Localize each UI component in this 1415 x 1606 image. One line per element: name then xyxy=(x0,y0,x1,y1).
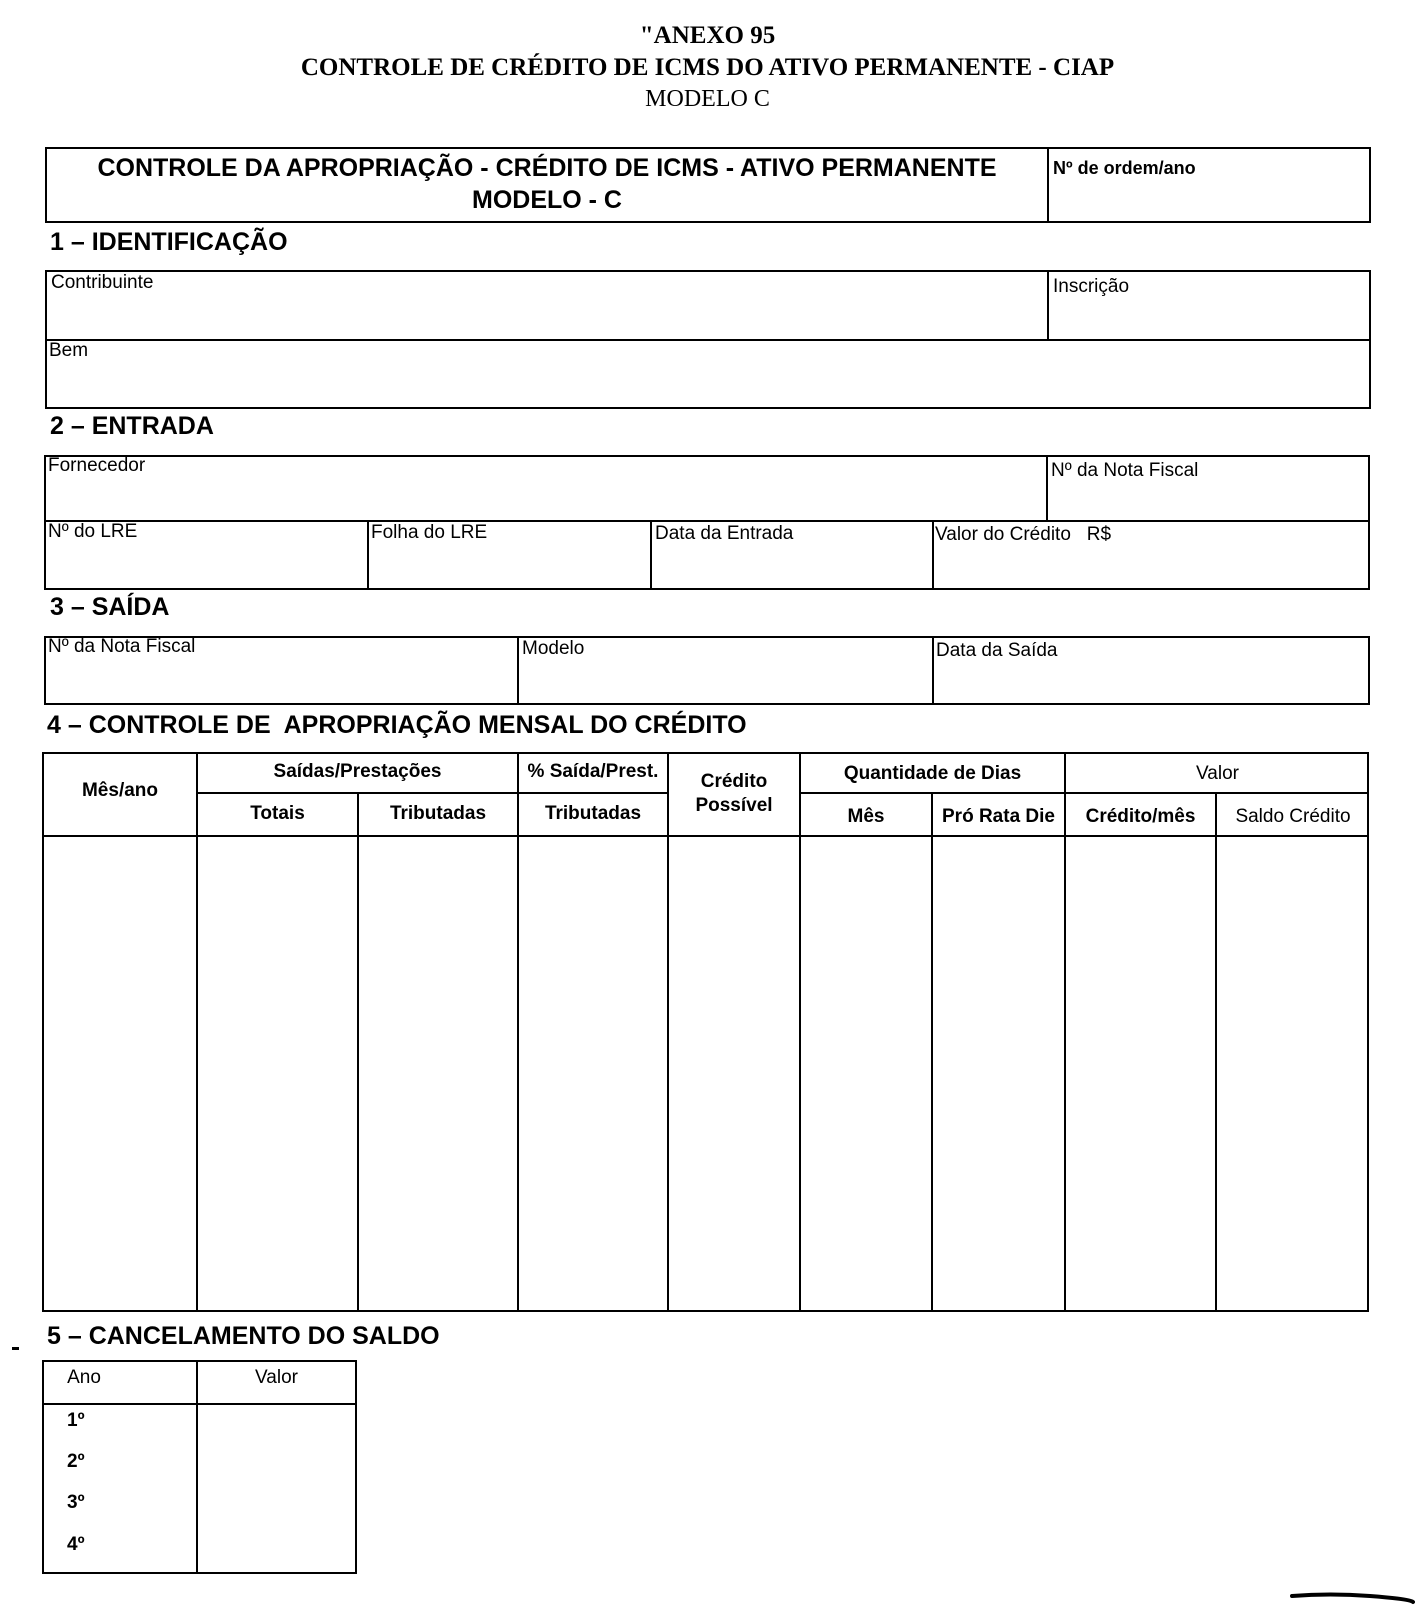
cancelamento-header-line xyxy=(42,1403,357,1405)
section-saida-title: 3 – SAÍDA xyxy=(50,593,170,621)
col-ano: Ano xyxy=(67,1367,101,1388)
data-saida-field[interactable]: Data da Saída xyxy=(936,640,1058,661)
col-pct-saida: % Saída/Prest. xyxy=(527,761,659,782)
entrada-divider xyxy=(44,520,1370,522)
margin-mark xyxy=(12,1347,19,1350)
ano-row-3: 3º xyxy=(67,1492,85,1513)
entrada-col-divider-4 xyxy=(932,520,934,590)
saida-box xyxy=(44,636,1370,705)
table-col-line xyxy=(1215,793,1217,1312)
control-box-title: CONTROLE DA APROPRIAÇÃO - CRÉDITO DE ICMS - ATIVO PERMANENTE xyxy=(97,154,997,182)
col-valor: Valor xyxy=(1196,763,1239,784)
annex-heading: "ANEXO 95 xyxy=(639,22,776,49)
col-mes-ano: Mês/ano xyxy=(81,780,159,801)
control-box-model: MODELO - C xyxy=(472,186,622,214)
data-entrada-field[interactable]: Data da Entrada xyxy=(655,523,794,544)
document-title: CONTROLE DE CRÉDITO DE ICMS DO ATIVO PERMANENTE - CIAP xyxy=(300,54,1115,81)
entrada-col-divider-1 xyxy=(1046,455,1048,521)
col-mes: Mês xyxy=(847,806,885,827)
n-lre-field[interactable]: Nº do LRE xyxy=(48,521,138,542)
col-tributadas: Tributadas xyxy=(389,803,487,824)
section-apropriacao-title: 4 – CONTROLE DE APROPRIAÇÃO MENSAL DO CRÉDITO xyxy=(47,711,747,739)
fornecedor-field[interactable]: Fornecedor xyxy=(48,455,146,476)
entrada-nota-fiscal-field[interactable]: Nº da Nota Fiscal xyxy=(1051,460,1199,481)
col-possivel: Possível xyxy=(695,795,773,816)
inscricao-field[interactable]: Inscrição xyxy=(1053,276,1130,297)
ano-row-1: 1º xyxy=(67,1410,85,1431)
folha-lre-field[interactable]: Folha do LRE xyxy=(371,522,488,543)
section-entrada-title: 2 – ENTRADA xyxy=(50,412,214,440)
table-subheader-line xyxy=(196,792,667,794)
ano-row-4: 4º xyxy=(67,1534,85,1555)
col-pro-rata: Pró Rata Die xyxy=(942,806,1055,827)
col-saldo-credito: Saldo Crédito xyxy=(1235,806,1351,827)
section-identificacao-title: 1 – IDENTIFICAÇÃO xyxy=(50,228,288,256)
table-header-bottom xyxy=(42,835,1369,837)
model-subtitle: MODELO C xyxy=(645,86,770,112)
section-cancelamento-title: 5 – CANCELAMENTO DO SALDO xyxy=(47,1322,440,1350)
saida-col-divider-1 xyxy=(517,636,519,705)
table-col-line xyxy=(357,793,359,1312)
pen-stroke-mark xyxy=(1290,1590,1415,1606)
cancelamento-col-line xyxy=(196,1360,198,1574)
bem-field[interactable]: Bem xyxy=(49,340,89,361)
order-number-field[interactable]: Nº de ordem/ano xyxy=(1053,158,1196,178)
entrada-col-divider-2 xyxy=(367,520,369,590)
col-pct-tributadas: Tributadas xyxy=(544,803,642,824)
valor-credito-field[interactable]: Valor do Crédito R$ xyxy=(935,524,1112,545)
col-credito: Crédito xyxy=(700,771,768,792)
table-col-line xyxy=(931,793,933,1312)
identificacao-col-divider xyxy=(1047,270,1049,340)
contribuinte-field[interactable]: Contribuinte xyxy=(51,272,154,293)
col-cancel-valor: Valor xyxy=(255,1367,298,1388)
col-totais: Totais xyxy=(250,803,305,824)
col-quantidade-dias: Quantidade de Dias xyxy=(843,763,1022,784)
ano-row-2: 2º xyxy=(67,1451,85,1472)
modelo-field[interactable]: Modelo xyxy=(522,638,585,659)
control-box-divider xyxy=(1047,147,1049,223)
saida-col-divider-2 xyxy=(932,636,934,705)
table-subheader-line xyxy=(799,792,1369,794)
cancelamento-table xyxy=(42,1360,357,1574)
identificacao-divider xyxy=(45,339,1371,341)
saida-nota-fiscal-field[interactable]: Nº da Nota Fiscal xyxy=(48,636,196,657)
entrada-col-divider-3 xyxy=(650,520,652,590)
col-credito-mes: Crédito/mês xyxy=(1085,806,1196,827)
col-saidas-prestacoes: Saídas/Prestações xyxy=(273,761,442,782)
